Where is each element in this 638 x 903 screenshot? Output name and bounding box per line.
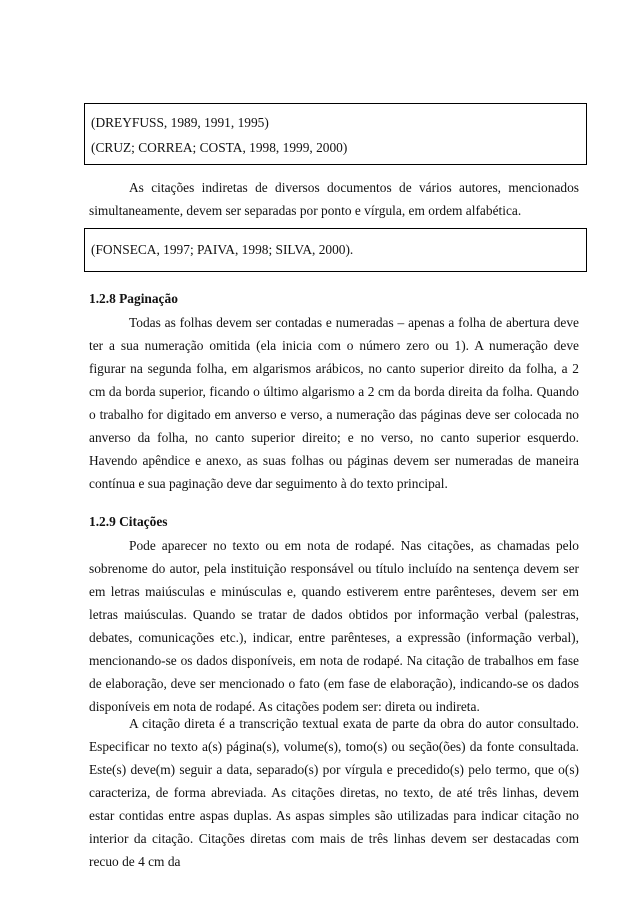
section-heading-paginacao: 1.2.8 Paginação (89, 291, 178, 306)
citation-example-box-2 (84, 228, 587, 272)
paragraph-citacoes-2: A citação direta é a transcrição textual exata de parte da obra do autor consultado. Especificar no texto a(s) página(s), volume(s), tomo(s) ou seção(ões) da fonte consultada. Este(s) deve(m) seguir a data, separado(s) por vírgula e precedido(s) pelo termo, que o(s) caracteriza, de forma abreviada. As citações diretas, no texto, de até três linhas, devem estar contidas entre aspas duplas. As aspas simples são utilizadas para indicar citação no interior da citação. Citações diretas com mais de três linhas devem ser destacadas com recuo de 4 cm da (89, 716, 579, 869)
citation-example-line: (CRUZ; CORREA; COSTA, 1998, 1999, 2000) (91, 140, 348, 155)
citation-example-line: (DREYFUSS, 1989, 1991, 1995) (91, 115, 269, 130)
section-heading-citacoes: 1.2.9 Citações (89, 514, 168, 529)
citation-example-box-1 (84, 103, 587, 165)
paragraph-paginacao: Todas as folhas devem ser contadas e numeradas – apenas a folha de abertura deve ter a sua numeração omitida (ela inicia com o número zero ou 1). A numeração deve figurar na segunda folha, em algarismos arábicos, no canto superior direito da folha, a 2 cm da borda superior, ficando o último algarismo a 2 cm da borda direita da folha. Quando o trabalho for digitado em anverso e verso, a numeração das páginas deve ser colocada no anverso da folha, no canto superior direito; e no verso, no canto superior esquerdo. Havendo apêndice e anexo, as suas folhas ou páginas devem ser numeradas de maneira contínua e sua paginação deve dar seguimento à do texto principal. (89, 315, 579, 491)
citation-example-line: (FONSECA, 1997; PAIVA, 1998; SILVA, 2000). (91, 242, 354, 257)
paragraph-citacoes-1: Pode aparecer no texto ou em nota de rodapé. Nas citações, as chamadas pelo sobrenome do autor, pela instituição responsável ou título incluído na sentença devem ser em letras maiúsculas e minúsculas e, quando estiverem entre parênteses, devem ser em letras maiúsculas. Quando se tratar de dados obtidos por informação verbal (palestras, debates, comunicações etc.), indicar, entre parênteses, a expressão (informação verbal), mencionando-se os dados disponíveis, em nota de rodapé. Na citação de trabalhos em fase de elaboração, deve ser mencionado o fato (em fase de elaboração), indicando-se os dados disponíveis em nota de rodapé. As citações podem ser: direta ou indireta. (89, 538, 579, 714)
paragraph-indirect-citations: As citações indiretas de diversos documentos de vários autores, mencionados simultaneamente, devem ser separadas por ponto e vírgula, em ordem alfabética. (89, 180, 579, 218)
